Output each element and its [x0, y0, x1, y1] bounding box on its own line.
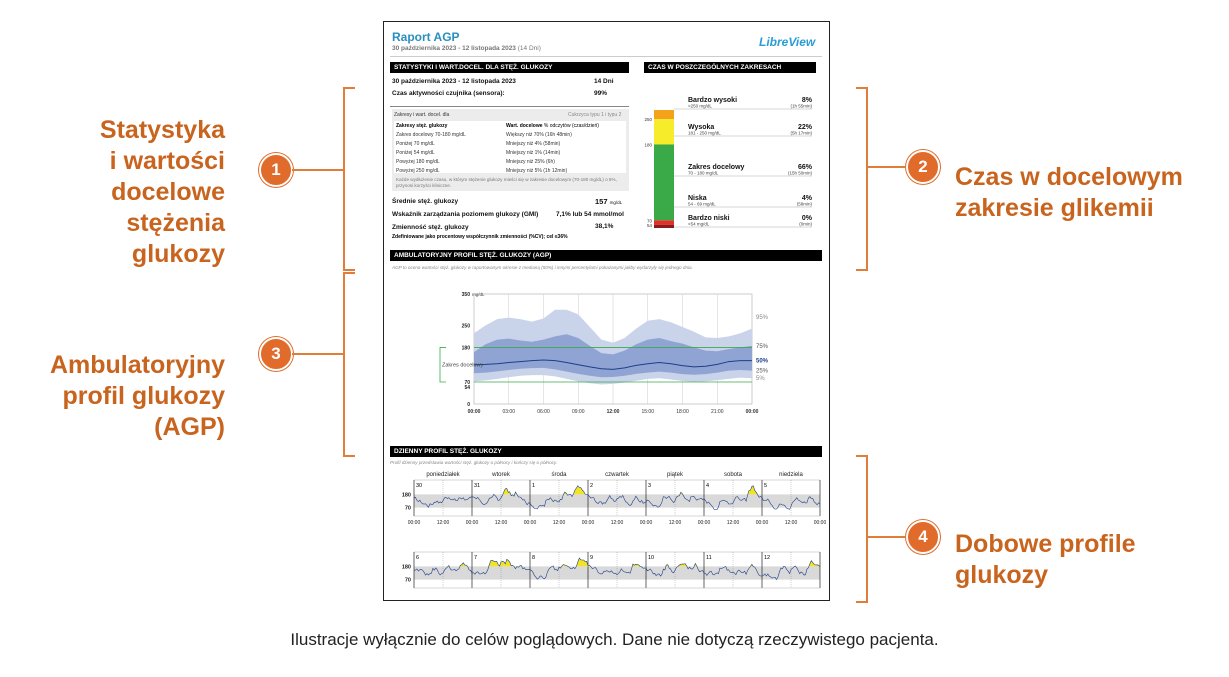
agp-y-unit: mg/dL [472, 292, 485, 297]
agp-description: AGP to ocena wartości stęż. glukozy w raportowanym okresie z medianą (50%) i innymi percentylami pokazanymi jakby wydarzyły się jednego dnia. [392, 265, 693, 270]
daily-date-label: 31 [474, 483, 481, 489]
targets-row-range: Poniżej 70 mg/dL [396, 141, 435, 147]
daily-x-tick: 00:00 [639, 520, 653, 526]
sensor-active-value: 99% [594, 90, 608, 97]
cv-label: Zmienność stęż. glukozy [392, 224, 469, 231]
agp-x-tick: 06:00 [537, 409, 550, 415]
tir-tick-label: 70 [646, 218, 652, 224]
targets-row-target: Większy niż 70% (16h 48min) [506, 132, 572, 138]
tir-item-range: 54 - 69 mg/dL [688, 201, 716, 207]
agp-y-tick: 0 [467, 402, 470, 408]
agp-report-page [383, 21, 830, 601]
daily-x-tick: 00:00 [813, 520, 826, 526]
agp-x-tick: 03:00 [502, 409, 516, 415]
tir-bar-segment [654, 225, 674, 228]
daily-day-name: poniedziałek [426, 472, 460, 478]
tir-item-percent: 4% [801, 195, 812, 202]
callout-2-bracket [856, 87, 868, 271]
stats-section-header: STATYSTYKI I WART.DOCEL. DLA STĘŻ. GLUKOZY [390, 62, 629, 73]
agp-x-tick: 00:00 [745, 409, 759, 415]
tir-item-range: <54 mg/dL [688, 221, 710, 227]
avg-glucose-label: Średnie stęż. glukozy [392, 198, 459, 205]
callout-2-number: 2 [906, 150, 940, 184]
tir-bar-segment [654, 119, 674, 144]
daily-date-label: 7 [474, 555, 478, 561]
daily-date-label: 4 [706, 483, 710, 489]
tir-item-time: (58min) [796, 201, 812, 207]
tir-item-time: (15h 50min) [787, 170, 812, 176]
targets-diabetes-type: Cukrzyca typu 1 i typu 2 [568, 112, 622, 118]
daily-section-header: DZIENNY PROFIL STĘŻ. GLUKOZY [390, 446, 822, 457]
daily-x-tick: 12:00 [726, 520, 740, 526]
targets-row-range: Powyżej 250 mg/dL [396, 168, 440, 174]
agp-section-header: AMBULATORYJNY PROFIL STĘŻ. GLUKOZY (AGP) [390, 250, 822, 261]
tir-item-name: Wysoka [688, 124, 715, 131]
avg-glucose-value [595, 197, 622, 206]
daily-x-tick: 12:00 [552, 520, 566, 526]
daily-x-tick: 00:00 [755, 520, 769, 526]
agp-y-tick: 350 [461, 292, 470, 298]
daily-y-tick: 70 [404, 505, 411, 512]
tir-item-name: Bardzo wysoki [688, 97, 738, 104]
daily-date-label: 3 [648, 483, 652, 489]
agp-x-tick: 00:00 [467, 409, 481, 415]
callout-1-line: docelowe [111, 178, 225, 206]
agp-percentile-label: 5% [756, 376, 765, 383]
stats-divider [390, 106, 629, 107]
targets-col-target-sub: % odczytów (czas/dzień) [543, 123, 599, 129]
targets-col-range-header: Zakresy stęż. glukozy [396, 123, 448, 129]
sensor-active-label: Czas aktywności czujnika (sensora): [392, 90, 505, 97]
targets-row-range: Poniżej 54 mg/dL [396, 150, 435, 156]
tir-item-percent: 0% [801, 215, 812, 222]
report-date-range-text: 30 października 2023 - 12 listopada 2023 [392, 45, 516, 52]
tir-item-name: Zakres docelowy [688, 164, 745, 171]
cv-value: 38,1% [595, 223, 614, 230]
tir-bar-segment [654, 220, 674, 225]
callout-4-line: glukozy [955, 561, 1049, 589]
callout-1-text [60, 115, 225, 270]
tir-chart [642, 92, 822, 252]
tir-item-range: 70 - 180 mg/dL [688, 170, 719, 176]
report-days: (14 Dni) [517, 45, 541, 52]
daily-y-tick: 180 [401, 564, 411, 571]
daily-date-label: 11 [706, 555, 712, 561]
callout-3-connector [292, 353, 344, 355]
targets-title: Zakresy i wart. docel. dla [394, 112, 450, 118]
daily-x-tick: 00:00 [523, 520, 537, 526]
targets-col-target-header [506, 123, 599, 129]
targets-note: Każde wydłużenie czasu, w którym stężenie glukozy mieści się w zakresie docelowym (70-180 mg/dL) o 5%, przynosi korzyści kliniczne. [396, 177, 617, 188]
tir-bar-segment [654, 110, 674, 119]
daily-day-name: niedziela [779, 472, 803, 478]
tir-item-percent: 22% [797, 124, 812, 131]
targets-row-range: Zakres docelowy 70-180 mg/dL [396, 132, 466, 138]
daily-x-tick: 00:00 [581, 520, 595, 526]
tir-tick-label: 180 [644, 142, 652, 148]
callout-3-line: Ambulatoryjny [49, 351, 225, 379]
agp-percentile-label: 95% [756, 315, 769, 322]
cv-note: Zdefiniowane jako procentowy współczynnik zmienności (%CV); cel ≤36% [392, 234, 568, 240]
agp-x-tick: 21:00 [710, 409, 724, 415]
daily-date-label: 30 [416, 483, 423, 489]
callout-2-line: Czas w docelowym [955, 163, 1183, 191]
daily-date-label: 6 [416, 555, 420, 561]
tir-tick-label: 54 [646, 222, 652, 228]
targets-row-target: Mniejszy niż 4% (58min) [506, 141, 561, 147]
agp-x-tick: 09:00 [571, 409, 585, 415]
callout-1-line: glukozy [131, 240, 225, 268]
tir-tick-label: 250 [644, 117, 652, 123]
daily-date-label: 8 [532, 555, 536, 561]
tir-item-time: (1h 55min) [790, 103, 812, 109]
tir-item-name: Bardzo niski [688, 215, 730, 222]
report-date-range [392, 45, 541, 52]
gmi-value: 7,1% lub 54 mmol/mol [556, 211, 624, 218]
header-divider [390, 56, 822, 57]
daily-y-tick: 180 [401, 492, 411, 499]
callout-1-bracket [343, 87, 355, 271]
callout-3-line: (AGP) [154, 413, 225, 441]
callout-1-line: i wartości [109, 147, 225, 175]
daily-x-tick: 00:00 [465, 520, 479, 526]
daily-description: Profil dzienny przedstawia wartości stęż. glukozy o północy i kończy się o północy. [390, 460, 558, 465]
callout-2-text [955, 162, 1183, 224]
daily-x-tick: 00:00 [697, 520, 711, 526]
callout-1-line: stężenia [126, 209, 225, 237]
tir-bar-segment [654, 144, 674, 220]
daily-date-label: 5 [764, 483, 768, 489]
tir-item-time: (5h 17min) [790, 130, 812, 136]
daily-day-name: wtorek [492, 472, 510, 478]
callout-4-line: Dobowe profile [955, 530, 1136, 558]
daily-x-tick: 12:00 [436, 520, 450, 526]
tir-item-range: 181 - 250 mg/dL [688, 130, 721, 136]
agp-x-tick: 18:00 [676, 409, 689, 415]
libreview-logo: LibreView [759, 35, 816, 49]
agp-y-tick: 250 [461, 323, 470, 330]
targets-row-target: Mniejszy niż 1% (14min) [506, 150, 561, 156]
callout-3-text [20, 350, 225, 443]
tir-item-range: >250 mg/dL [688, 103, 712, 109]
daily-date-label: 12 [764, 555, 771, 561]
targets-row-target: Mniejszy niż 5% (1h 12min) [506, 168, 568, 174]
agp-y-tick: 70 [464, 380, 470, 386]
tir-section-header: CZAS W POSZCZEGÓLNYCH ZAKRESACH [644, 62, 816, 73]
targets-row-target: Mniejszy niż 25% (6h) [506, 159, 555, 165]
callout-2-connector [868, 166, 906, 168]
agp-target-label: Zakres docelowy [442, 362, 484, 369]
daily-date-label: 2 [590, 483, 594, 489]
agp-percentile-label: 25% [756, 368, 769, 375]
avg-glucose-unit: mg/dL [609, 200, 623, 205]
report-title: Raport AGP [392, 30, 460, 44]
agp-y-tick: 180 [461, 345, 470, 352]
daily-day-name: sobota [723, 472, 743, 478]
daily-date-label: 1 [532, 483, 536, 489]
stats-date-range: 30 października 2023 - 12 listopada 2023 [392, 78, 516, 85]
agp-x-tick: 12:00 [606, 409, 620, 415]
daily-x-tick: 12:00 [668, 520, 682, 526]
stats-days: 14 Dni [594, 78, 614, 85]
callout-1-connector [292, 169, 344, 171]
daily-date-label: 9 [590, 555, 594, 561]
daily-x-tick: 12:00 [610, 520, 624, 526]
tir-item-time: (0min) [799, 221, 812, 227]
targets-col-target-label: Wart. docelowe [506, 123, 543, 129]
agp-percentile-label: 75% [756, 343, 769, 350]
tir-item-name: Niska [688, 195, 707, 202]
daily-day-name: środa [551, 472, 567, 478]
callout-1-line: Statystyka [99, 116, 225, 144]
targets-row-range: Powyżej 180 mg/dL [396, 159, 440, 165]
agp-percentile-label: 50% [756, 358, 769, 365]
disclaimer-footer: Ilustracje wyłącznie do celów poglądowych. Dane nie dotyczą rzeczywistego pacjenta. [290, 630, 939, 649]
tir-item-percent: 8% [801, 97, 812, 104]
daily-chart [388, 468, 826, 596]
daily-x-tick: 12:00 [784, 520, 798, 526]
callout-3-number: 3 [259, 337, 293, 371]
agp-y-tick: 54 [464, 385, 470, 392]
tir-item-percent: 66% [797, 164, 812, 171]
callout-1-number: 1 [259, 153, 293, 187]
callout-4-connector [868, 536, 906, 538]
avg-glucose-number: 157 [595, 197, 608, 206]
callout-3-line: profil glukozy [62, 382, 225, 410]
daily-y-tick: 70 [404, 577, 411, 584]
daily-day-name: czwartek [605, 472, 629, 478]
daily-x-tick: 00:00 [407, 520, 421, 526]
callout-4-text [955, 529, 1136, 591]
gmi-label: Wskaźnik zarządzania poziomem glukozy (GMI) [392, 211, 539, 218]
daily-date-label: 10 [648, 555, 655, 561]
callout-4-number: 4 [906, 520, 940, 554]
agp-chart [390, 280, 822, 420]
daily-x-tick: 12:00 [494, 520, 508, 526]
agp-x-tick: 15:00 [641, 409, 655, 415]
callout-3-bracket [343, 272, 355, 457]
callout-4-bracket [856, 455, 868, 603]
daily-day-name: piątek [666, 472, 684, 478]
callout-2-line: zakresie glikemii [955, 194, 1154, 222]
